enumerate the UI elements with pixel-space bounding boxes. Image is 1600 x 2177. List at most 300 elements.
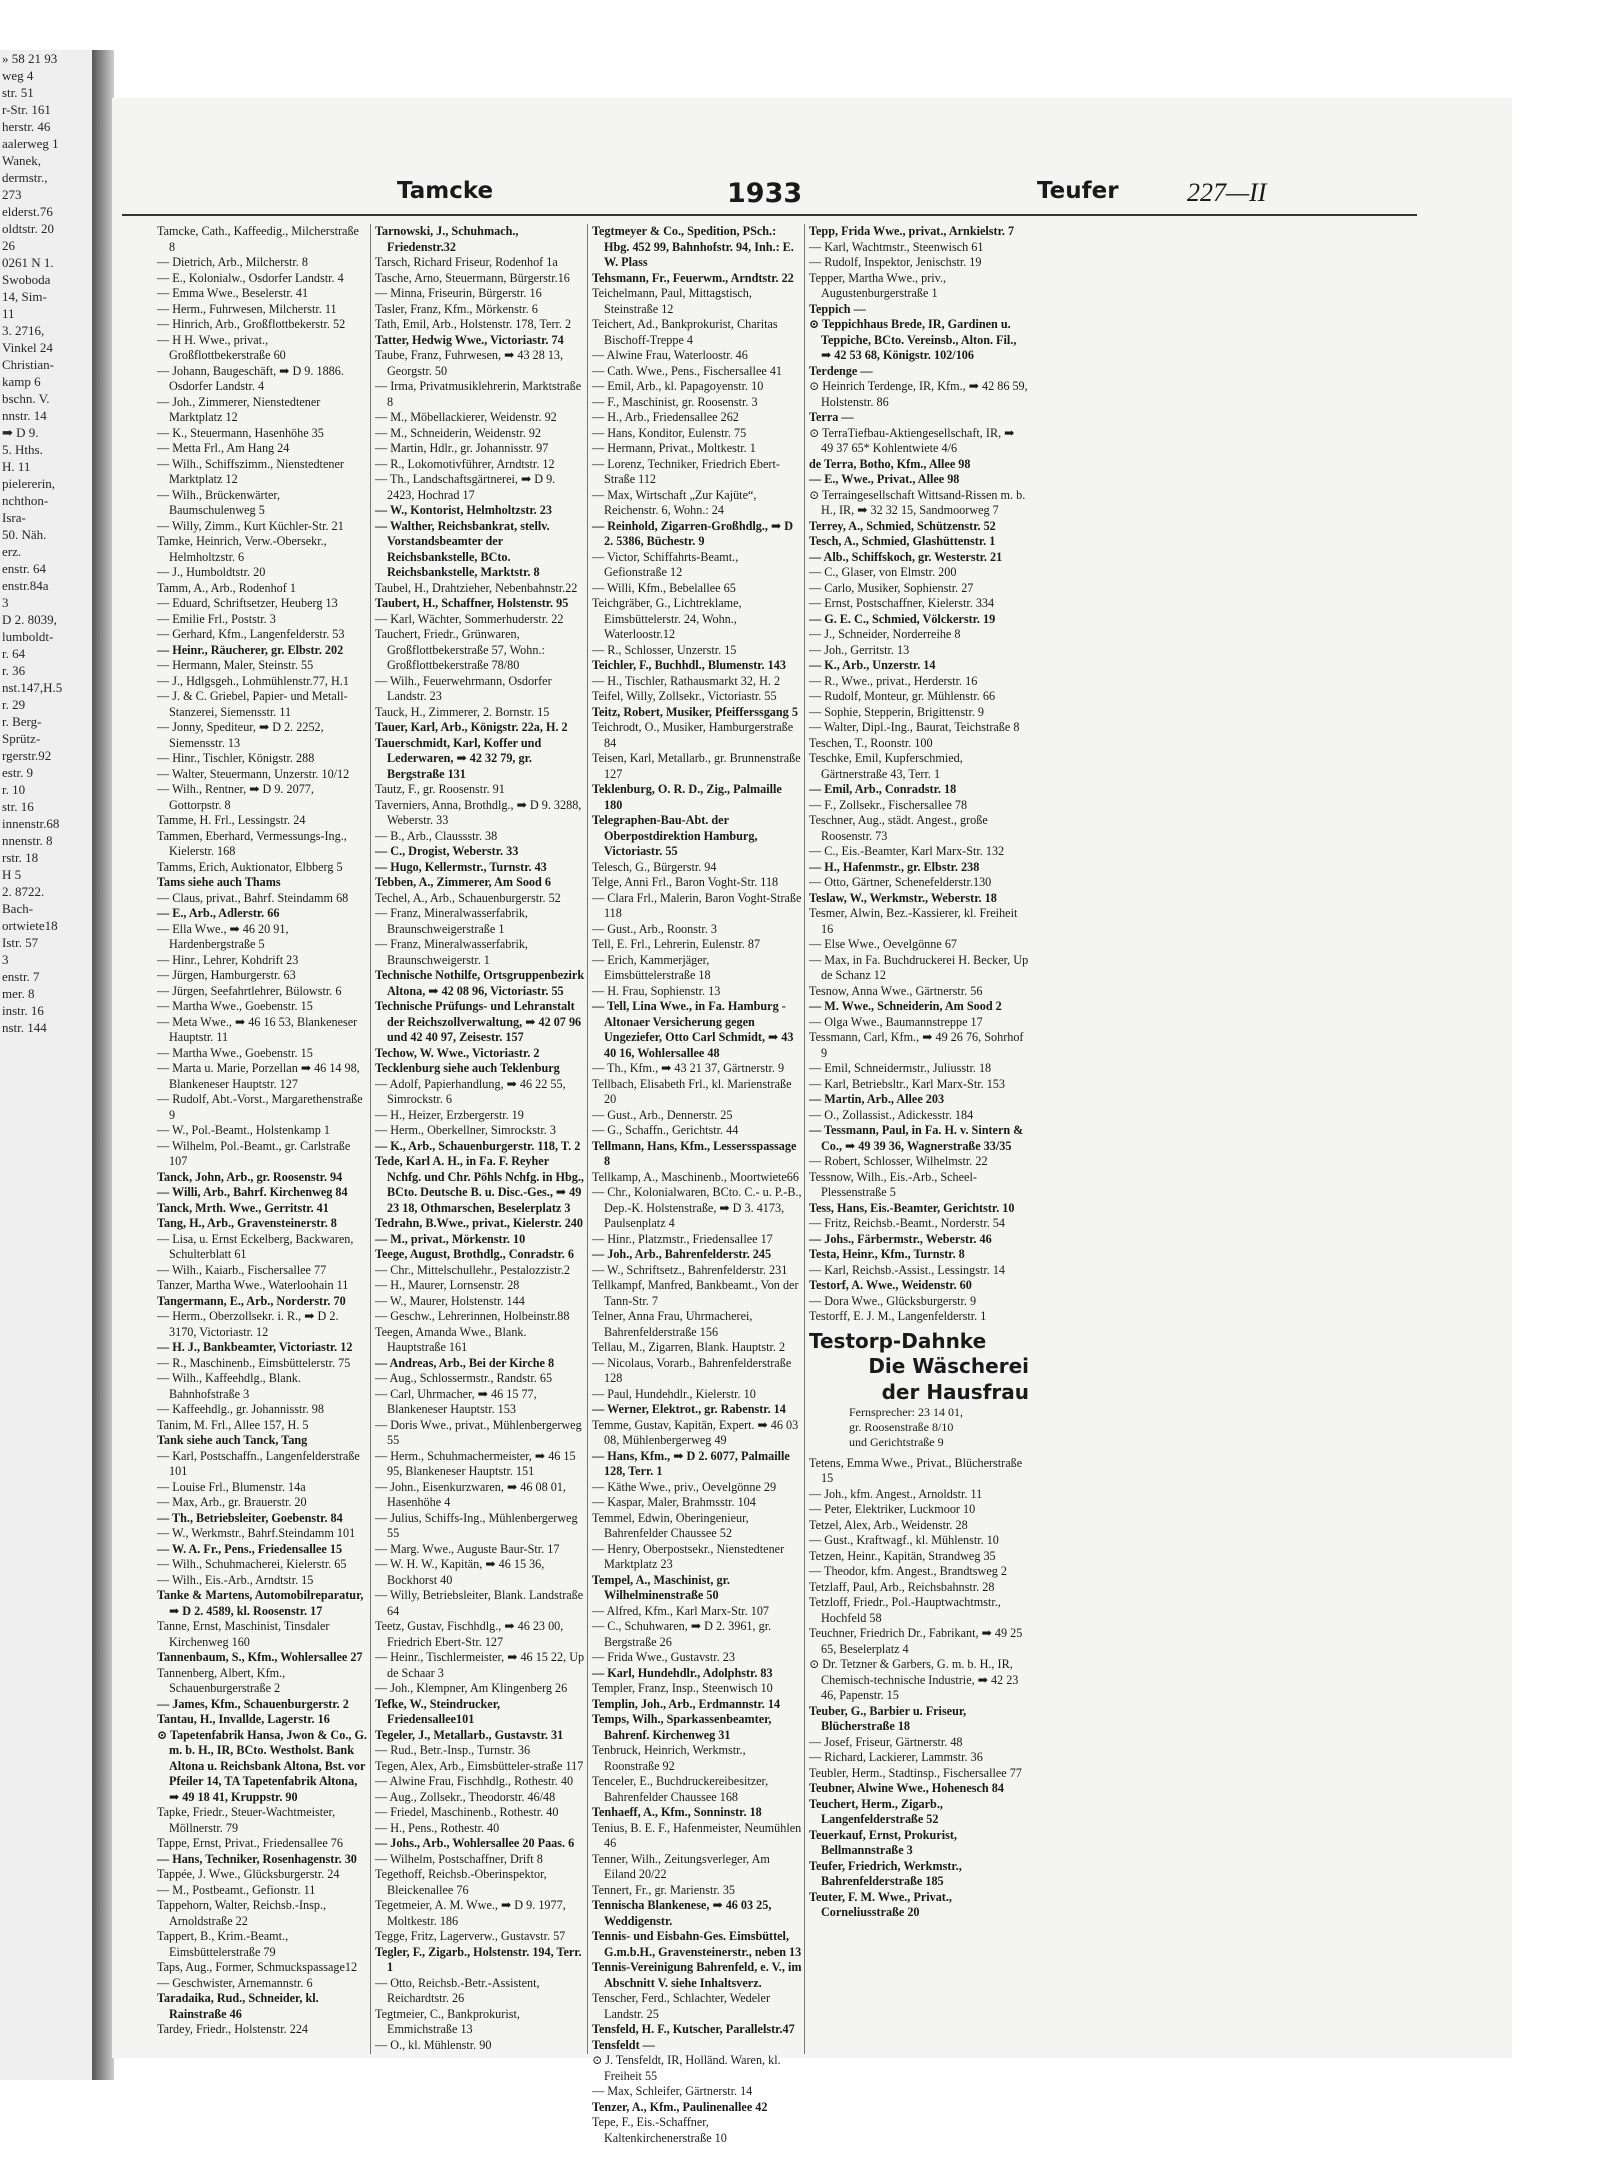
directory-entry: — Joh., Gerritstr. 13: [809, 642, 910, 657]
directory-entry: Teichler, F., Buchhdl., Blumenstr. 143: [592, 658, 786, 672]
directory-entry: — Julius, Schiffs-Ing., Mühlenbergerweg 55: [375, 1510, 578, 1540]
directory-entry: — E., Kolonialw., Osdorfer Landstr. 4: [157, 270, 344, 285]
directory-entry: — W., Schriftsetz., Bahrenfelderstr. 231: [592, 1262, 788, 1277]
prev-page-line: Bach-: [2, 901, 34, 916]
directory-entry: Teppich —: [809, 301, 866, 316]
directory-entry: — Franz, Mineralwasserfabrik, Braunschweigerstr. 1: [375, 937, 528, 967]
directory-entry: — Willy, Zimm., Kurt Küchler-Str. 21: [157, 518, 344, 533]
prev-page-line: 3: [2, 952, 9, 967]
directory-entry: — Otto, Gärtner, Schenefelderstr.130: [809, 875, 992, 889]
directory-entry: — Gerhard, Kfm., Langenfelderstr. 53: [157, 627, 345, 641]
prev-page-line: Wanek,: [2, 153, 42, 168]
directory-entry: — M., Schneiderin, Weidenstr. 92: [375, 425, 542, 440]
directory-entry: — H., Hafenmstr., gr. Elbstr. 238: [809, 859, 980, 874]
directory-entry: Tappée, J. Wwe., Glücksburgerstr. 24: [157, 1867, 340, 1881]
directory-entry: Teklenburg, O. R. D., Zig., Palmaille 180: [592, 782, 782, 812]
directory-entry: — Max, in Fa. Buchdruckerei H. Becker, Up de Schanz 12: [809, 952, 1029, 982]
directory-entry: — M., privat., Mörkenstr. 10: [375, 1231, 526, 1246]
prev-page-line: str. 16: [2, 799, 34, 814]
directory-entry: Tegtmeier, C., Bankprokurist, Emmichstraße 13: [375, 2006, 520, 2036]
directory-entry: Tapke, Friedr., Steuer-Wachtmeister, Möllnerstr. 79: [157, 1805, 336, 1835]
directory-entry: Testorf, A. Wwe., Weidenstr. 60: [809, 1278, 972, 1292]
directory-entry: — Else Wwe., Oevelgönne 67: [809, 937, 958, 951]
directory-entry: — Andreas, Arb., Bei der Kirche 8: [375, 1355, 555, 1370]
directory-entry: Tamcke, Cath., Kaffeedig., Milcherstraße 8: [157, 224, 359, 254]
directory-entry: — Emil, Schneidermstr., Juliusstr. 18: [809, 1061, 992, 1075]
directory-entry: Teichert, Ad., Bankprokurist, Charitas Bischoff-Treppe 4: [592, 317, 778, 347]
directory-entry: Teetz, Gustav, Fischhdlg., ➡ 46 23 00, Friedrich Ebert-Str. 127: [375, 1619, 564, 1649]
directory-entry: Tegetmeier, A. M. Wwe., ➡ D 9. 1977, Moltkestr. 186: [375, 1898, 566, 1928]
directory-entry: — R., Maschinenb., Eimsbüttelerstr. 75: [157, 1355, 351, 1370]
directory-entry: — Martin, Arb., Allee 203: [809, 1092, 945, 1106]
prev-page-line: weg 4: [2, 68, 34, 83]
directory-entry: Tennert, Fr., gr. Marienstr. 35: [592, 1882, 736, 1897]
prev-page-line: nnenstr. 8: [2, 833, 53, 848]
directory-entry: — J., Hdlgsgeh., Lohmühlenstr.77, H.1: [157, 673, 349, 688]
directory-entry: — Sophie, Stepperin, Brigittenstr. 9: [809, 704, 985, 719]
directory-entry: — C., Glaser, von Elmstr. 200: [809, 565, 957, 579]
directory-entry: Tenbruck, Heinrich, Werkmstr., Roonstraße 92: [592, 1743, 746, 1773]
directory-entry: Tanck, John, Arb., gr. Roosenstr. 94: [157, 1169, 343, 1184]
directory-entry: — J. & C. Griebel, Papier- und Metall-Stanzerei, Siemensstr. 11: [157, 689, 348, 719]
directory-entry: — Aug., Zollsekr., Theodorstr. 46/48: [375, 1789, 556, 1804]
directory-entry: — Irma, Privatmusiklehrerin, Marktstraße 8: [375, 379, 582, 409]
directory-entry: Telner, Anna Frau, Uhrmacherei, Bahrenfelderstraße 156: [592, 1309, 753, 1339]
book-gutter: [92, 50, 114, 2080]
directory-entry: Tannenbaum, S., Kfm., Wohlersallee 27: [157, 1650, 363, 1664]
directory-entry: — Nicolaus, Vorarb., Bahrenfelderstraße 128: [592, 1355, 792, 1385]
directory-entry: — Carl, Uhrmacher, ➡ 46 15 77, Blankeneser Hauptstr. 153: [375, 1386, 537, 1416]
directory-entry: — Wilh., Kaffeehdlg., Blank. Bahnhofstraße 3: [157, 1371, 301, 1401]
directory-entry: — Karl, Reichsb.-Assist., Lessingstr. 14: [809, 1262, 1006, 1277]
prev-page-line: 0261 N 1.: [2, 255, 54, 270]
directory-entry: — Johs., Arb., Wohlersallee 20 Paas. 6: [375, 1836, 575, 1850]
directory-entry: — Rudolf, Monteur, gr. Mühlenstr. 66: [809, 689, 996, 703]
directory-entry: — Karl, Wachtmstr., Steenwisch 61: [809, 239, 984, 254]
directory-entry: Tensfeld, H. F., Kutscher, Parallelstr.47: [592, 2022, 795, 2036]
directory-entry: — Clara Frl., Malerin, Baron Voght-Straße 118: [592, 890, 802, 920]
directory-entry: Tamme, H. Frl., Lessingstr. 24: [157, 813, 306, 827]
prev-page-line: enstr. 7: [2, 969, 40, 984]
directory-entry: Tanzer, Martha Wwe., Waterloohain 11: [157, 1278, 349, 1292]
directory-entry: — H., Tischler, Rathausmarkt 32, H. 2: [592, 673, 781, 688]
directory-entry: — Willy, Betriebsleiter, Blank. Landstraße 64: [375, 1588, 584, 1618]
prev-page-line: dermstr.,: [2, 170, 48, 185]
directory-entry: Tautz, F., gr. Roosenstr. 91: [375, 782, 505, 796]
directory-entry: Teege, August, Brothdlg., Conradstr. 6: [375, 1247, 574, 1261]
directory-entry: — Gust., Arb., Dennerstr. 25: [592, 1107, 733, 1122]
directory-entry: — Fritz, Reichsb.-Beamt., Norderstr. 54: [809, 1216, 1005, 1230]
prev-page-line: ortwiete18: [2, 918, 58, 933]
directory-entry: — Gust., Kraftwagf., kl. Mühlenstr. 10: [809, 1533, 999, 1547]
directory-entry: — Richard, Lackierer, Lammstr. 36: [809, 1750, 983, 1764]
directory-entry: — Geschw., Lehrerinnen, Holbeinstr.88: [375, 1309, 570, 1323]
prev-page-line: » 58 21 93: [2, 51, 58, 66]
directory-entry: Teschner, Aug., städt. Angest., große Roosenstr. 73: [809, 813, 988, 843]
prev-page-line: enstr.84a: [2, 578, 49, 593]
directory-entry: Tath, Emil, Arb., Holstenstr. 178, Terr. 2: [375, 317, 572, 331]
header-first-name: Tamcke: [397, 178, 494, 204]
directory-entry: Tantau, H., Invallde, Lagerstr. 16: [157, 1712, 330, 1726]
directory-entry: — H. J., Bankbeamter, Victoriastr. 12: [157, 1340, 353, 1354]
directory-entry: Telegraphen-Bau-Abt. der Oberpostdirektion Hamburg, Victoriastr. 55: [592, 813, 758, 858]
prev-page-line: Vinkel 24: [2, 340, 53, 355]
directory-entry: — Josef, Friseur, Gärtnerstr. 48: [809, 1734, 963, 1749]
directory-entry: Tellkamp, A., Maschinenb., Moortwiete66: [592, 1169, 799, 1184]
directory-entry: — Rud., Betr.-Insp., Turnstr. 36: [375, 1743, 531, 1757]
directory-entry: — Joh., Zimmerer, Nienstedtener Marktplatz 12: [157, 394, 321, 424]
directory-entry: Tell, E. Frl., Lehrerin, Eulenstr. 87: [592, 937, 761, 951]
directory-entry: Terdenge —: [809, 363, 873, 378]
directory-entry: — R., Lokomotivführer, Arndtstr. 12: [375, 456, 555, 471]
prev-page-line: bschn. V.: [2, 391, 50, 406]
directory-entry: Tardey, Friedr., Holstenstr. 224: [157, 2022, 309, 2036]
directory-entry: — J., Humboldtstr. 20: [157, 565, 266, 579]
directory-entry: — Joh., kfm. Angest., Arnoldstr. 11: [809, 1486, 983, 1501]
directory-entry: Tegethoff, Reichsb.-Oberinspektor, Bleickenallee 76: [375, 1867, 547, 1897]
directory-entry: — Heinr., Tischlermeister, ➡ 46 15 22, Up de Schaar 3: [375, 1650, 585, 1680]
directory-entry: Tangermann, E., Arb., Norderstr. 70: [157, 1293, 346, 1308]
directory-entry: — Hugo, Kellermstr., Turnstr. 43: [375, 859, 547, 874]
directory-entry: — Friedel, Maschinenb., Rothestr. 40: [375, 1805, 559, 1819]
directory-entry: — M., Möbellackierer, Weidenstr. 92: [375, 410, 557, 424]
prev-page-line: aalerweg 1: [2, 136, 59, 151]
directory-entry: Tesmer, Alwin, Bez.-Kassierer, kl. Freiheit 16: [809, 906, 1018, 936]
page-number: 227—II: [1187, 178, 1267, 207]
directory-entry: — Hermann, Maler, Steinstr. 55: [157, 658, 314, 672]
directory-entry: Tams siehe auch Thams: [157, 875, 281, 889]
directory-entry: Tenius, B. E. F., Hafenmeister, Neumühlen 46: [592, 1820, 802, 1850]
directory-entry: — Jürgen, Seefahrtlehrer, Bülowstr. 6: [157, 983, 342, 998]
directory-entry: — K., Steuermann, Hasenhöhe 35: [157, 425, 324, 440]
directory-entry: Tehsmann, Fr., Feuerwm., Arndtstr. 22: [592, 270, 794, 285]
directory-entry: Templer, Franz, Insp., Steenwisch 10: [592, 1681, 773, 1695]
directory-entry: — Dietrich, Arb., Milcherstr. 8: [157, 255, 308, 269]
directory-entry: Tamms, Erich, Auktionator, Elbberg 5: [157, 859, 343, 874]
directory-entry: — Th., Landschaftsgärtnerei, ➡ D 9. 2423, Hochrad 17: [375, 472, 556, 502]
directory-entry: Tennis- und Eisbahn-Ges. Eimsbüttel, G.m.b.H., Gravensteinerstr., neben 13: [592, 1929, 802, 1959]
directory-entry: — Adolf, Papierhandlung, ➡ 46 22 55, Simrockstr. 6: [375, 1076, 566, 1106]
directory-entry: Terrey, A., Schmied, Schützenstr. 52: [809, 518, 996, 533]
directory-entry: — C., Schuhwaren, ➡ D 2. 3961, gr. Bergstraße 26: [592, 1619, 772, 1649]
directory-entry: — Th., Kfm., ➡ 43 21 37, Gärtnerstr. 9: [592, 1061, 785, 1075]
directory-entry: — Rudolf, Inspektor, Jenischstr. 19: [809, 255, 982, 269]
directory-entry: Tappehorn, Walter, Reichsb.-Insp., Arnoldstraße 22: [157, 1898, 327, 1928]
directory-entry: Technische Nothilfe, Ortsgruppenbezirk Altona, ➡ 42 08 96, Victoriastr. 55: [375, 968, 585, 998]
directory-entry: — Wilh., Feuerwehrmann, Osdorfer Landstr. 23: [375, 673, 552, 703]
directory-entry: — Hinr., Tischler, Königstr. 288: [157, 751, 315, 765]
directory-entry: — Alb., Schiffskoch, gr. Westerstr. 21: [809, 549, 1003, 564]
prev-page-line: 26: [2, 238, 15, 253]
directory-entry: — Max, Arb., gr. Brauerstr. 20: [157, 1495, 307, 1509]
prev-page-line: 3: [2, 595, 9, 610]
directory-entry: — Alwine Frau, Waterloostr. 46: [592, 348, 748, 362]
directory-entry: Tetzlaff, Paul, Arb., Reichsbahnstr. 28: [809, 1579, 995, 1594]
directory-entry: — Wilh., Brückenwärter, Baumschulenweg 5: [157, 487, 281, 517]
directory-entry: Tamke, Heinrich, Verw.-Obersekr., Helmholtzstr. 6: [157, 534, 327, 564]
directory-entry: Tanim, M. Frl., Allee 157, H. 5: [157, 1417, 309, 1432]
prev-page-line: enstr. 64: [2, 561, 47, 576]
prev-page-line: Sprütz-: [2, 731, 41, 746]
directory-entry: — Geschwister, Arnemannstr. 6: [157, 1975, 313, 1990]
directory-entry: — Martin, Hdlr., gr. Johannisstr. 97: [375, 441, 549, 455]
prev-page-line: mer. 8: [2, 986, 35, 1001]
directory-entry: Teuber, G., Barbier u. Friseur, Blücherstraße 18: [809, 1703, 967, 1733]
column-1: [157, 224, 367, 2054]
directory-entry: — Claus, privat., Bahrf. Steindamm 68: [157, 890, 349, 905]
directory-entry: Tensfeldt —: [592, 2037, 655, 2052]
directory-entry: Teslaw, W., Werkmstr., Weberstr. 18: [809, 890, 997, 905]
directory-entry: Tauerschmidt, Karl, Koffer und Lederwaren, ➡ 42 32 79, gr. Bergstraße 131: [375, 735, 542, 781]
directory-entry: — Jonny, Spediteur, ➡ D 2. 2252, Siemensstr. 13: [157, 720, 324, 750]
directory-entry: — R., Schlosser, Unzerstr. 15: [592, 642, 737, 657]
directory-entry: Tang, H., Arb., Gravensteinerstr. 8: [157, 1216, 337, 1230]
column-divider: [370, 224, 371, 2054]
prev-page-line: kamp 6: [2, 374, 41, 389]
directory-entry: Tess, Hans, Eis.-Beamter, Gerichtstr. 10: [809, 1200, 1015, 1215]
directory-entry: Tetzel, Alex, Arb., Weidenstr. 28: [809, 1517, 968, 1532]
directory-entry: ⊙ Teppichhaus Brede, IR, Gardinen u. Teppiche, BCto. Vereinsb., Alton. Fil., ➡ 42 53 68, Königstr. 102/106: [809, 317, 1017, 362]
directory-entry: — Herm., Oberkellner, Simrockstr. 3: [375, 1123, 556, 1137]
directory-entry: Tatter, Hedwig Wwe., Victoriastr. 74: [375, 332, 564, 347]
directory-entry: — Dora Wwe., Glücksburgerstr. 9: [809, 1293, 977, 1308]
directory-entry: Tasche, Arno, Steuermann, Bürgerstr.16: [375, 270, 570, 285]
directory-entry: — Franz, Mineralwasserfabrik, Braunschweigerstraße 1: [375, 906, 528, 936]
directory-entry: Tempel, A., Maschinist, gr. Wilhelminenstraße 50: [592, 1572, 730, 1602]
directory-entry: — M., Postbeamt., Gefionstr. 11: [157, 1882, 316, 1897]
directory-entry: Telesch, G., Bürgerstr. 94: [592, 859, 717, 874]
prev-page-line: pielererin,: [2, 476, 56, 491]
directory-entry: Techow, W. Wwe., Victoriastr. 2: [375, 1045, 540, 1060]
ad-slogan-2: der Hausfrau: [881, 1379, 1029, 1404]
prev-page-line: nchthon-: [2, 493, 49, 508]
directory-entry: — Martha Wwe., Goebenstr. 15: [157, 999, 313, 1013]
directory-entry: Teschke, Emil, Kupferschmied, Gärtnerstraße 43, Terr. 1: [809, 751, 963, 781]
directory-entry: — Emil, Arb., Conradstr. 18: [809, 782, 957, 796]
directory-entry: Teegen, Amanda Wwe., Blank. Hauptstraße 161: [375, 1324, 527, 1354]
directory-entry: — Karl, Postschaffn., Langenfelderstraße 101: [157, 1448, 360, 1478]
directory-entry: — Victor, Schiffahrts-Beamt., Gefionstraße 12: [592, 549, 739, 579]
directory-entry: — Alwine Frau, Fischhdlg., Rothestr. 40: [375, 1774, 574, 1788]
ad-address-2: und Gerichtstraße 9: [849, 1434, 944, 1449]
directory-entry: Tegeler, J., Metallarb., Gustavstr. 31: [375, 1727, 564, 1742]
directory-entry: Tappe, Ernst, Privat., Friedensallee 76: [157, 1836, 343, 1850]
directory-entry: — W., Maurer, Holstenstr. 144: [375, 1293, 525, 1308]
prev-page-line: innenstr.68: [2, 816, 60, 831]
directory-entry: — Wilh., Schuhmacherei, Kielerstr. 65: [157, 1557, 347, 1571]
directory-entry: — Reinhold, Zigarren-Großhdlg., ➡ D 2. 5386, Büchestr. 9: [592, 518, 794, 548]
ad-phone: Fernsprecher: 23 14 01,: [849, 1404, 963, 1419]
directory-entry: Templin, Joh., Arb., Erdmannstr. 14: [592, 1696, 781, 1711]
directory-entry: Tedrahn, B.Wwe., privat., Kielerstr. 240: [375, 1216, 583, 1230]
directory-entry: — Herm., Fuhrwesen, Milcherstr. 11: [157, 301, 337, 316]
directory-entry: — Walter, Steuermann, Unzerstr. 10/12: [157, 766, 350, 781]
directory-entry: Technische Prüfungs- und Lehranstalt der Reichszollverwaltung, ➡ 42 07 96 und 42 40 97, Zeisestr. 157: [375, 999, 582, 1044]
directory-entry: Taubel, H., Drahtzieher, Nebenbahnstr.22: [375, 580, 578, 595]
prev-page-line: Swoboda: [2, 272, 51, 287]
directory-entry: — Emma Wwe., Beselerstr. 41: [157, 286, 309, 300]
prev-page-line: 50. Näh.: [2, 527, 47, 542]
directory-entry: — Carlo, Musiker, Sophienstr. 27: [809, 580, 974, 595]
directory-entry: — Käthe Wwe., priv., Oevelgönne 29: [592, 1479, 777, 1494]
directory-entry: Tammen, Eberhard, Vermessungs-Ing., Kielerstr. 168: [157, 828, 347, 858]
directory-entry: Teichrodt, O., Musiker, Hamburgerstraße 84: [592, 720, 794, 750]
directory-entry: — F., Zollsekr., Fischersallee 78: [809, 797, 968, 812]
directory-entry: — Johann, Baugeschäft, ➡ D 9. 1886. Osdorfer Landstr. 4: [157, 363, 344, 393]
directory-entry: — Herm., Schuhmachermeister, ➡ 46 15 95, Blankeneser Hauptstr. 151: [375, 1448, 576, 1478]
prev-page-line: r. 64: [2, 646, 26, 661]
directory-entry: Tellkampf, Manfred, Bankbeamt., Von der Tann-Str. 7: [592, 1278, 799, 1308]
directory-entry: — Paul, Hundehdlr., Kielerstr. 10: [592, 1386, 756, 1401]
directory-entry: ⊙ Heinrich Terdenge, IR, Kfm., ➡ 42 86 59, Holstenstr. 86: [809, 379, 1028, 409]
directory-entry: — Peter, Elektriker, Luckmoor 10: [809, 1502, 976, 1516]
directory-entry: — Wilhelm, Pol.-Beamt., gr. Carlstraße 107: [157, 1138, 351, 1168]
directory-entry: — Joh., Klempner, Am Klingenberg 26: [375, 1681, 568, 1695]
directory-entry: — K., Arb., Schauenburgerstr. 118, T. 2: [375, 1138, 581, 1153]
prev-page-line: herstr. 46: [2, 119, 51, 134]
directory-entry: Tegge, Fritz, Lagerverw., Gustavstr. 57: [375, 1929, 566, 1943]
directory-entry: — Louise Frl., Blumenstr. 14a: [157, 1479, 306, 1494]
directory-entry: Taube, Franz, Fuhrwesen, ➡ 43 28 13, Georgstr. 50: [375, 348, 564, 378]
prev-page-line: r. 10: [2, 782, 26, 797]
directory-entry: Tegler, F., Zigarb., Holstenstr. 194, Terr. 1: [375, 1944, 582, 1974]
directory-entry: — Wilhelm, Postschaffner, Drift 8: [375, 1851, 543, 1866]
directory-entry: — Kaffeehdlg., gr. Johannisstr. 98: [157, 1402, 324, 1416]
directory-entry: Tefke, W., Steindrucker, Friedensallee101: [375, 1696, 501, 1726]
directory-entry: — Eduard, Schriftsetzer, Heuberg 13: [157, 596, 338, 610]
prev-page-line: nst.147,H.5: [2, 680, 63, 695]
directory-entry: — Henry, Oberpostsekr., Nienstedtener Marktplatz 23: [592, 1541, 785, 1571]
directory-entry: — Tessmann, Paul, in Fa. H. v. Sintern & Co., ➡ 49 39 36, Wagnerstraße 33/35: [809, 1123, 1024, 1153]
directory-entry: — H H. Wwe., privat., Großflottbekerstraße 60: [157, 332, 286, 362]
directory-entry: Tenzer, A., Kfm., Paulinenallee 42: [592, 2099, 768, 2114]
directory-entry: — Hermann, Privat., Moltkestr. 1: [592, 441, 756, 455]
directory-entry: — H., Heizer, Erzbergerstr. 19: [375, 1107, 524, 1122]
directory-entry: — Walter, Dipl.-Ing., Baurat, Teichstraße 8: [809, 720, 1020, 734]
prev-page-line: 2. 8722.: [2, 884, 45, 899]
directory-entry: — Hinr., Platzmstr., Friedensallee 17: [592, 1231, 773, 1246]
prev-page-line: 11: [2, 306, 15, 321]
directory-entry: — Hans, Techniker, Rosenhagenstr. 30: [157, 1851, 357, 1866]
directory-entry: Tenceler, E., Buchdruckereibesitzer, Bahrenfelder Chaussee 168: [592, 1774, 769, 1804]
prev-page-line: r-Str. 161: [2, 102, 51, 117]
prev-page-line: Christian-: [2, 357, 54, 372]
directory-entry: — O., kl. Mühlenstr. 90: [375, 2037, 492, 2052]
ad-title: Testorp-Dahnke: [809, 1328, 987, 1353]
directory-entry: — Max, Schleifer, Gärtnerstr. 14: [592, 2084, 753, 2098]
prev-page-line: rstr. 18: [2, 850, 39, 865]
directory-entry: de Terra, Botho, Kfm., Allee 98: [809, 456, 971, 471]
directory-entry: — W., Pol.-Beamt., Holstenkamp 1: [157, 1123, 330, 1137]
directory-entry: — Rudolf, Abt.-Vorst., Margarethenstraße 9: [157, 1092, 363, 1122]
directory-entry: — H., Arb., Friedensallee 262: [592, 410, 739, 424]
directory-entry: Teifel, Willy, Zollsekr., Victoriastr. 55: [592, 689, 777, 703]
directory-entry: — Willi, Arb., Bahrf. Kirchenweg 84: [157, 1185, 348, 1199]
directory-entry: — Johs., Färbermstr., Weberstr. 46: [809, 1231, 992, 1246]
directory-entry: Tede, Karl A. H., in Fa. F. Reyher Nchfg. und Chr. Pöhls Nchfg. in Hbg., BCto. Deutsche B. u. Disc.-Ges., ➡ 49 23 18, Othmarschen, Beselerplatz 3: [375, 1154, 584, 1215]
prev-page-line: oldtstr. 20: [2, 221, 55, 236]
directory-entry: — Emil, Arb., kl. Papagoyenstr. 10: [592, 379, 764, 393]
prev-page-line: ➡ D 9.: [2, 425, 39, 440]
directory-entry: — Frida Wwe., Gustavstr. 23: [592, 1650, 735, 1664]
directory-entry: — Meta Wwe., ➡ 46 16 53, Blankeneser Hauptstr. 11: [157, 1014, 358, 1044]
prev-page-line: D 2. 8039,: [2, 612, 57, 627]
prev-page-line: erz.: [2, 544, 22, 559]
directory-entry: — Alfred, Kfm., Karl Marx-Str. 107: [592, 1603, 770, 1618]
directory-entry: — W. H. W., Kapitän, ➡ 46 15 36, Bockhorst 40: [375, 1557, 545, 1587]
directory-entry: — Cath. Wwe., Pens., Fischersallee 41: [592, 363, 783, 378]
directory-entry: Tetzloff, Friedr., Pol.-Hauptwachtmstr., Hochfeld 58: [809, 1595, 1001, 1625]
directory-entry: — C., Drogist, Weberstr. 33: [375, 844, 519, 858]
directory-entry: Tellbach, Elisabeth Frl., kl. Marienstraße 20: [592, 1076, 792, 1106]
directory-entry: — Marg. Wwe., Auguste Baur-Str. 17: [375, 1541, 560, 1556]
prev-page-line: 273: [2, 187, 22, 202]
directory-entry: — Doris Wwe., privat., Mühlenbergerweg 55: [375, 1417, 582, 1447]
prev-page-line: instr. 16: [2, 1003, 44, 1018]
directory-entry: Tappert, B., Krim.-Beamt., Eimsbüttelerstraße 79: [157, 1929, 289, 1959]
directory-entry: — Aug., Schlossermstr., Randstr. 65: [375, 1371, 553, 1385]
directory-entry: Tenscher, Ferd., Schlachter, Wedeler Landstr. 25: [592, 1991, 771, 2021]
prev-page-line: nstr. 144: [2, 1020, 47, 1035]
directory-entry: — Ernst, Postschaffner, Kielerstr. 334: [809, 596, 995, 610]
directory-entry: — Gust., Arb., Roonstr. 3: [592, 921, 717, 936]
advertisement: [809, 1329, 1029, 1450]
directory-entry: Tellmann, Hans, Kfm., Lessersspassage 8: [592, 1138, 797, 1168]
directory-entry: Teitz, Robert, Musiker, Pfeifferssgang 5: [592, 704, 798, 719]
directory-entry: Teufer, Friedrich, Werkmstr., Bahrenfelderstraße 185: [809, 1858, 962, 1888]
directory-entry: Tasler, Franz, Kfm., Mörkenstr. 6: [375, 301, 538, 316]
directory-entry: — Erich, Kammerjäger, Eimsbüttelerstraße 18: [592, 952, 711, 982]
directory-entry: — Wilh., Kaiarb., Fischersallee 77: [157, 1262, 327, 1277]
directory-entry: — W. A. Fr., Pens., Friedensallee 15: [157, 1541, 343, 1556]
directory-entry: Teichelmann, Paul, Mittagstisch, Steinstraße 12: [592, 286, 752, 316]
directory-entry: Taps, Aug., Former, Schmuckspassage12: [157, 1960, 358, 1974]
prev-page-line: 14, Sim-: [2, 289, 47, 304]
directory-entry: — W., Werkmstr., Bahrf.Steindamm 101: [157, 1526, 356, 1540]
directory-entry: Teuchert, Herm., Zigarb., Langenfelderstraße 52: [809, 1796, 943, 1826]
column-4: [809, 224, 1029, 2054]
directory-entry: ⊙ Terraingesellschaft Wittsand-Rissen m. b. H., IR, ➡ 32 32 15, Sandmoorweg 7: [809, 487, 1026, 517]
directory-entry: — G. E. C., Schmied, Völckerstr. 19: [809, 611, 996, 626]
prev-page-line: str. 51: [2, 85, 34, 100]
directory-entry: — H. Frau, Sophienstr. 13: [592, 983, 721, 998]
directory-entry: ⊙ J. Tensfeldt, IR, Holländ. Waren, kl. Freiheit 55: [592, 2053, 781, 2083]
prev-page-line: 3. 2716,: [2, 323, 45, 338]
directory-page: [112, 98, 1512, 2145]
directory-entry: — Joh., Arb., Bahrenfelderstr. 245: [592, 1247, 772, 1261]
directory-entry: — Lorenz, Techniker, Friedrich Ebert-Straße 112: [592, 456, 780, 486]
directory-entry: — Hans, Kfm., ➡ D 2. 6077, Palmaille 128, Terr. 1: [592, 1448, 790, 1478]
previous-page-edge: [0, 50, 98, 2080]
directory-entry: — Wilh., Eis.-Arb., Arndtstr. 15: [157, 1572, 314, 1587]
prev-page-line: r. 36: [2, 663, 26, 678]
column-divider: [587, 224, 588, 2054]
directory-entry: Techel, A., Arb., Schauenburgerstr. 52: [375, 890, 561, 905]
directory-entry: — Jürgen, Hamburgerstr. 63: [157, 968, 296, 982]
directory-entry: — E., Wwe., Privat., Allee 98: [809, 472, 960, 486]
directory-entry: Tepp, Frida Wwe., privat., Arnkielstr. 7: [809, 224, 1015, 238]
directory-entry: Teschen, T., Roonstr. 100: [809, 735, 933, 750]
header-year: 1933: [727, 178, 803, 209]
directory-entry: — Willi, Kfm., Bebelallee 65: [592, 580, 736, 595]
directory-entry: Tessnow, Wilh., Eis.-Arb., Scheel-Plessenstraße 5: [809, 1169, 977, 1199]
directory-entry: Tetens, Emma Wwe., Privat., Blücherstraße 15: [809, 1455, 1023, 1485]
directory-entry: — Lisa, u. Ernst Eckelberg, Backwaren, Schulterblatt 61: [157, 1231, 354, 1261]
directory-entry: Tarnowski, J., Schuhmach., Friedenstr.32: [375, 224, 519, 254]
prev-page-line: nnstr. 14: [2, 408, 47, 423]
directory-entry: ⊙ TerraTiefbau-Aktiengesellschaft, IR, ➡ 49 37 65* Kohlentwiete 4/6: [809, 425, 1015, 455]
directory-entry: Testa, Heinr., Kfm., Turnstr. 8: [809, 1247, 965, 1261]
